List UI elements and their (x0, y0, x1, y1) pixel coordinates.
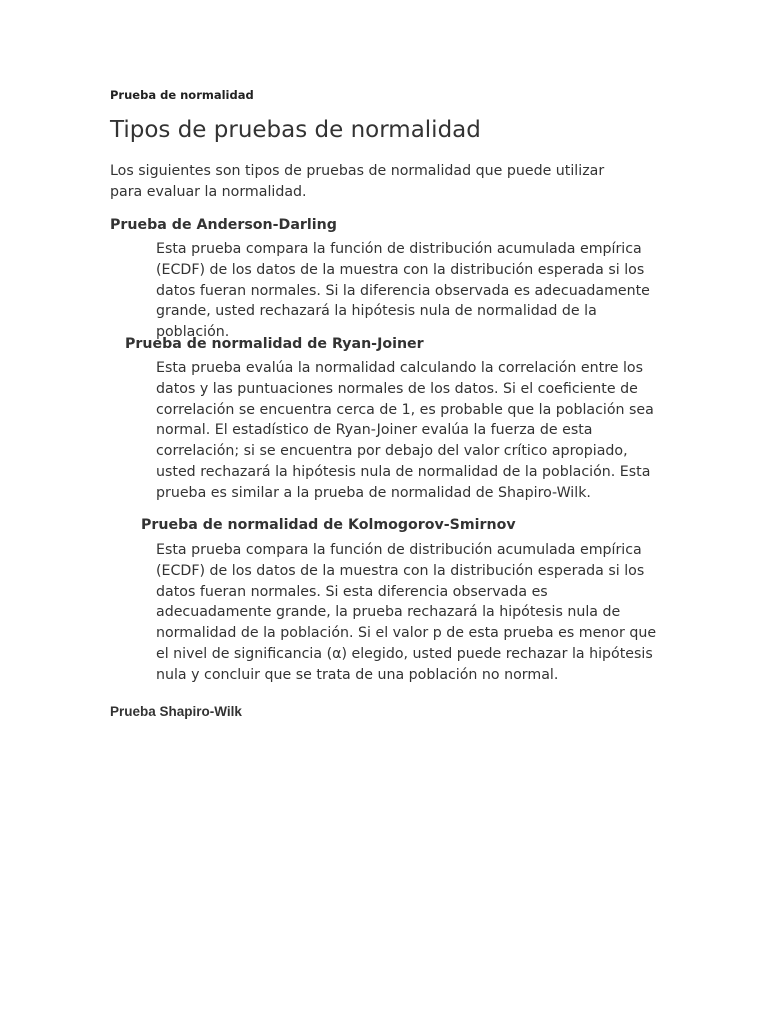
test-description-kolmogorov-smirnov: Esta prueba compara la función de distribución acumulada empírica (ECDF) de los datos de la muestra con la distribución esperada si los datos fueran normales. Si esta diferencia observada es adecuadamente grande, la prueba rechazará la hipótesis nula de normalidad de la población. Si el valor p de esta prueba es menor que el nivel de significancia (α) elegido, usted puede rechazar la hipótesis nula y concluir que se trata de una población no normal. (156, 542, 657, 683)
test-description-anderson-darling: Esta prueba compara la función de distribución acumulada empírica (ECDF) de los datos de la muestra con la distribución esperada si los datos fueran normales. Si la diferencia observada es adecuadamente grande, usted rechazará la hipótesis nula de normalidad de la población. (156, 241, 650, 340)
breadcrumb: Prueba de normalidad (110, 88, 254, 102)
test-description-ryan-joiner: Esta prueba evalúa la normalidad calculando la correlación entre los datos y las puntuaciones normales de los datos. Si el coeficiente de correlación se encuentra cerca de 1, es probable que la población sea normal. El estadístico de Ryan-Joiner evalúa la fuerza de esta correlación; si se encuentra por debajo del valor crítico apropiado, usted rechazará la hipótesis nula de normalidad de la población. Esta prueba es similar a la prueba de normalidad de Shapiro-Wilk. (156, 360, 654, 501)
test-heading-kolmogorov-smirnov: Prueba de normalidad de Kolmogorov-Smirnov (141, 517, 516, 533)
page-title: Tipos de pruebas de normalidad (110, 117, 481, 143)
test-heading-shapiro-wilk: Prueba Shapiro-Wilk (110, 704, 242, 719)
test-heading-anderson-darling: Prueba de Anderson-Darling (110, 217, 337, 233)
intro-paragraph: Los siguientes son tipos de pruebas de normalidad que puede utilizar para evaluar la normalidad. (110, 163, 605, 200)
test-heading-ryan-joiner: Prueba de normalidad de Ryan-Joiner (125, 336, 424, 352)
